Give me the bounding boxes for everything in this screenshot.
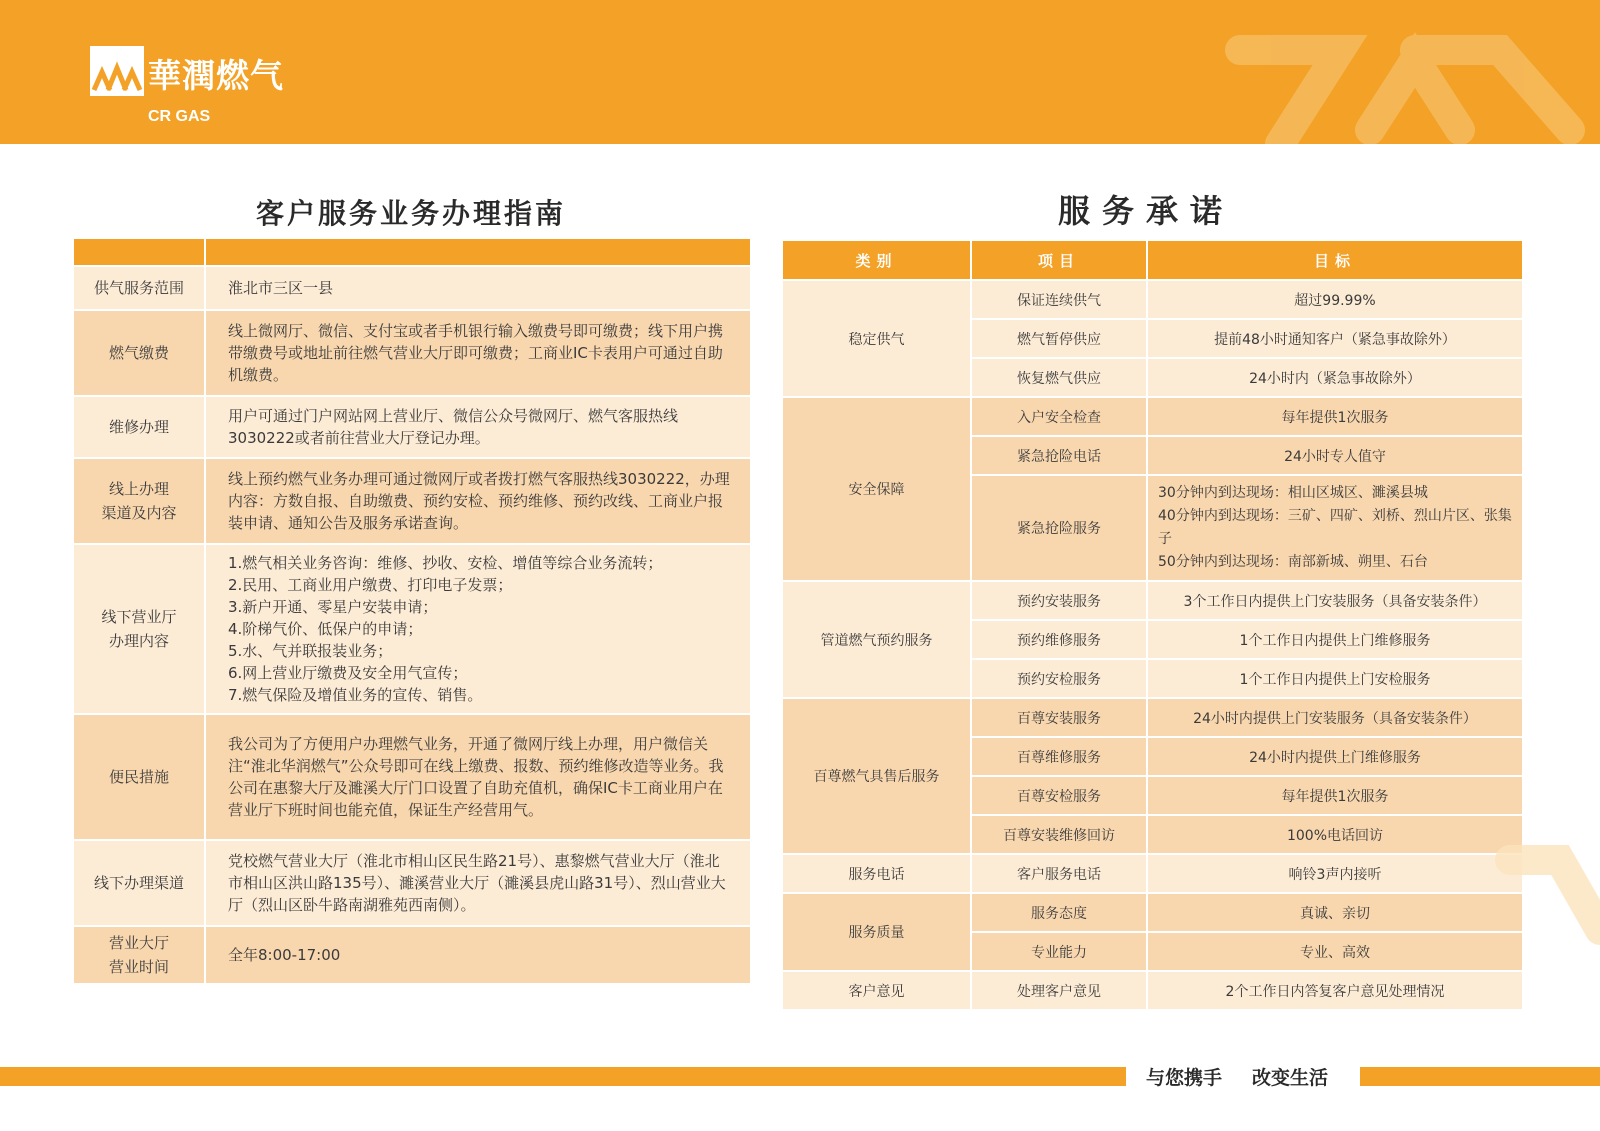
commitment-target-line: 1个工作日内提供上门维修服务 (1239, 632, 1431, 649)
commitment-item: 保证连续供气 (971, 280, 1147, 319)
commitment-target (1147, 581, 1523, 620)
commitment-item: 客户服务电话 (971, 854, 1147, 893)
commitment-target-line: 24小时内（紧急事故除外） (1249, 370, 1421, 387)
commitment-target-line: 100%电话回访 (1286, 827, 1384, 844)
commitment-target (1147, 620, 1523, 659)
guide-row (74, 715, 750, 841)
guide-content-line: 党校燃气营业大厅（淮北市相山区民生路21号）、惠黎燃气营业大厅（淮北市相山区洪山路135号）、濉溪营业大厅（濉溪县虎山路31号）、烈山营业大厅（烈山区卧牛路南湖雅苑西南侧）。 (228, 852, 726, 914)
commitment-target-line: 提前48小时通知客户（紧急事故除外） (1214, 331, 1456, 348)
guide-content-line: 线上微网厅、微信、支付宝或者手机银行输入缴费号即可缴费；线下用户携带缴费号或地址前往燃气营业大厅即可缴费；工商业IC卡表用户可通过自助机缴费。 (228, 322, 724, 384)
guide-row-content (206, 459, 750, 543)
label-line: 办理内容 (108, 632, 169, 650)
commitment-target (1147, 280, 1523, 319)
commitment-item: 预约安检服务 (971, 659, 1147, 698)
guide-title: 客户服务业务办理指南 (256, 197, 567, 230)
commitment-item: 百尊维修服务 (971, 737, 1147, 776)
commitment-header-row (782, 240, 1523, 280)
slogan-part: 与您携手 (1146, 1067, 1223, 1089)
label-line: 线上办理 (108, 480, 169, 498)
commitment-category: 安全保障 (782, 397, 971, 581)
header-category: 类别 (782, 240, 971, 280)
commitment-row (782, 698, 1523, 737)
commitment-target (1147, 698, 1523, 737)
guide-row-content (206, 311, 750, 395)
guide-content-line: 7.燃气保险及增值业务的宣传、销售。 (228, 686, 483, 704)
commitment-item: 恢复燃气供应 (971, 358, 1147, 397)
commitment-row (782, 397, 1523, 436)
commitment-item: 百尊安装服务 (971, 698, 1147, 737)
commitment-target (1147, 358, 1523, 397)
guide-content-line: 1.燃气相关业务咨询：维修、抄收、安检、增值等综合业务流转； (228, 554, 663, 572)
guide-header-cell (74, 239, 206, 265)
guide-content-line: 6.网上营业厅缴费及安全用气宣传； (228, 664, 468, 682)
commitment-target-line: 30分钟内到达现场：相山区城区、濉溪县城 (1158, 485, 1428, 501)
commitment-item: 处理客户意见 (971, 971, 1147, 1010)
commitment-target-line: 24小时内提供上门安装服务（具备安装条件） (1193, 710, 1477, 727)
label-line: 营业时间 (108, 958, 169, 976)
commitment-target-line: 超过99.99% (1294, 292, 1376, 309)
header-item: 项目 (971, 240, 1147, 280)
guide-table-header (74, 239, 750, 267)
commitment-category: 服务电话 (782, 854, 971, 893)
guide-content-line: 淮北市三区一县 (228, 279, 334, 297)
commitment-target (1147, 436, 1523, 475)
guide-header-cell (206, 239, 750, 265)
commitment-row (782, 854, 1523, 893)
guide-row (74, 459, 750, 545)
guide-row (74, 841, 750, 927)
company-logo (90, 46, 350, 126)
commitment-target (1147, 475, 1523, 581)
slogan-part: 改变生活 (1252, 1067, 1329, 1089)
guide-row-label (74, 459, 206, 543)
commitment-title: 服务承诺 (1058, 192, 1235, 230)
commitment-target-line: 1个工作日内提供上门安检服务 (1239, 671, 1431, 688)
commitment-row (782, 280, 1523, 319)
commitment-target-line: 40分钟内到达现场：三矿、四矿、刘桥、烈山片区、张集子 (1158, 508, 1512, 547)
commitment-target-line: 2个工作日内答复客户意见处理情况 (1225, 983, 1445, 1000)
commitment-target-line: 响铃3声内接听 (1288, 866, 1382, 883)
decorative-arrows-icon (1200, 20, 1600, 144)
guide-row-label (74, 927, 206, 983)
commitment-item: 预约维修服务 (971, 620, 1147, 659)
guide-row (74, 927, 750, 985)
commitment-target (1147, 397, 1523, 436)
logo-mark-icon (90, 46, 144, 96)
commitment-target-line: 真诚、亲切 (1300, 905, 1370, 922)
guide-content-line: 5.水、气并联报装业务； (228, 642, 393, 660)
service-guide-table (74, 239, 750, 985)
guide-content-line: 全年8:00-17:00 (228, 946, 341, 964)
commitment-row (782, 971, 1523, 1010)
guide-row (74, 545, 750, 715)
commitment-item: 预约安装服务 (971, 581, 1147, 620)
commitment-category: 百尊燃气具售后服务 (782, 698, 971, 854)
label-line: 营业大厅 (108, 934, 169, 952)
service-commitment-table (781, 239, 1524, 1011)
commitment-target-line: 每年提供1次服务 (1281, 409, 1389, 426)
commitment-target (1147, 319, 1523, 358)
guide-row-content (206, 267, 750, 309)
label-line: 渠道及内容 (101, 504, 177, 522)
guide-content-line: 线上预约燃气业务办理可通过微网厅或者拨打燃气客服热线3030222，办理内容：方数自报、自助缴费、预约安检、预约维修、预约改线、工商业户报装申请、通知公告及服务承诺查询。 (228, 470, 730, 532)
header-target: 目标 (1147, 240, 1523, 280)
commitment-item: 紧急抢险电话 (971, 436, 1147, 475)
guide-content-line: 用户可通过门户网站网上营业厅、微信公众号微网厅、燃气客服热线3030222或者前往营业大厅登记办理。 (228, 407, 679, 447)
guide-row-label: 供气服务范围 (74, 267, 206, 309)
commitment-row (782, 893, 1523, 932)
guide-row (74, 311, 750, 397)
guide-row (74, 397, 750, 459)
logo-name-en: CR GAS (148, 108, 211, 125)
commitment-target (1147, 932, 1523, 971)
guide-row-label: 燃气缴费 (74, 311, 206, 395)
commitment-target (1147, 737, 1523, 776)
commitment-category: 稳定供气 (782, 280, 971, 397)
guide-row-content (206, 397, 750, 457)
guide-row-content (206, 841, 750, 925)
guide-row-label: 维修办理 (74, 397, 206, 457)
guide-row-content (206, 927, 750, 983)
commitment-target-line: 50分钟内到达现场：南部新城、朔里、石台 (1158, 554, 1428, 570)
guide-row-label: 便民措施 (74, 715, 206, 839)
guide-content-line: 我公司为了方便用户办理燃气业务，开通了微网厅线上办理，用户微信关注“淮北华润燃气”公众号即可在线上缴费、报数、预约维修改造等业务。我公司在惠黎大厅及濉溪大厅门口设置了自助充值机，确保IC卡工商业用户在营业厅下班时间也能充值，保证生产经营用气。 (228, 735, 724, 819)
footer-slogan (1146, 1063, 1358, 1090)
commitment-item: 百尊安装维修回访 (971, 815, 1147, 854)
commitment-row (782, 581, 1523, 620)
footer-bar-right (1360, 1067, 1600, 1086)
guide-row-content (206, 545, 750, 713)
commitment-category: 管道燃气预约服务 (782, 581, 971, 698)
commitment-target (1147, 971, 1523, 1010)
commitment-item: 服务态度 (971, 893, 1147, 932)
guide-row-label (74, 545, 206, 713)
footer-bar-left (0, 1067, 1126, 1086)
commitment-target (1147, 659, 1523, 698)
guide-row (74, 267, 750, 311)
guide-row-content (206, 715, 750, 839)
commitment-target (1147, 854, 1523, 893)
header-banner (0, 0, 1600, 144)
label-line: 线下营业厅 (101, 608, 177, 626)
commitment-target-line: 每年提供1次服务 (1281, 788, 1389, 805)
commitment-target (1147, 815, 1523, 854)
guide-content-line: 2.民用、工商业用户缴费、打印电子发票； (228, 576, 513, 594)
commitment-item: 专业能力 (971, 932, 1147, 971)
commitment-item: 燃气暂停供应 (971, 319, 1147, 358)
commitment-item: 入户安全检查 (971, 397, 1147, 436)
commitment-target (1147, 893, 1523, 932)
commitment-category: 服务质量 (782, 893, 971, 971)
commitment-item: 百尊安检服务 (971, 776, 1147, 815)
commitment-target-line: 24小时专人值守 (1284, 448, 1386, 465)
commitment-target (1147, 776, 1523, 815)
guide-content-line: 3.新户开通、零星户安装申请； (228, 598, 438, 616)
guide-row-label: 线下办理渠道 (74, 841, 206, 925)
commitment-target-line: 专业、高效 (1300, 944, 1370, 961)
logo-name-cn: 華潤燃气 (148, 56, 284, 95)
guide-content-line: 4.阶梯气价、低保户的申请； (228, 620, 423, 638)
commitment-target-line: 3个工作日内提供上门安装服务（具备安装条件） (1183, 593, 1487, 610)
commitment-item: 紧急抢险服务 (971, 475, 1147, 581)
decorative-arrow-icon (1490, 840, 1600, 1040)
commitment-category: 客户意见 (782, 971, 971, 1010)
commitment-target-line: 24小时内提供上门维修服务 (1249, 749, 1421, 766)
